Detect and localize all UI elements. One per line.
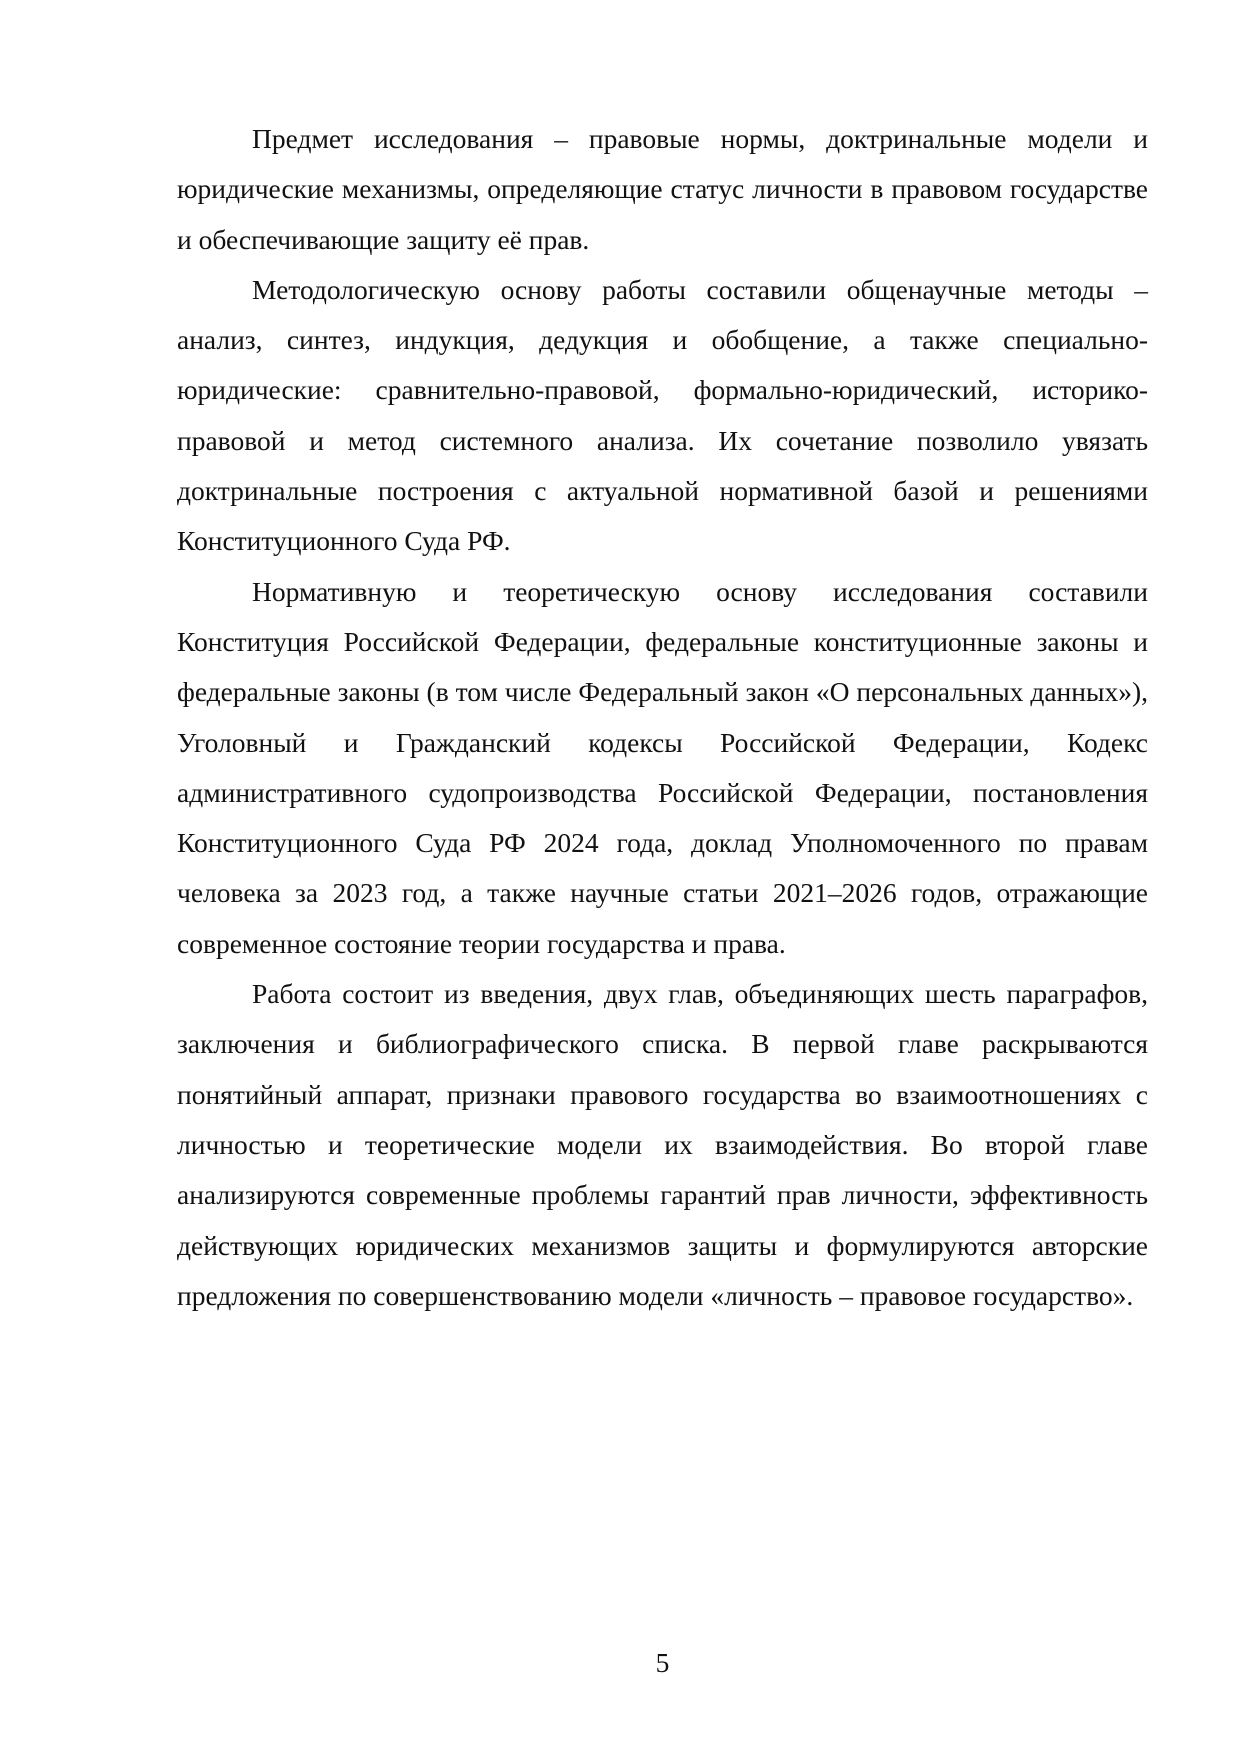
paragraph-subject: Предмет исследования – правовые нормы, доктринальные модели и юридические механизмы, определяющие статус личности в правовом государстве и обеспечивающие защиту её прав. xyxy=(177,123,1148,255)
paragraph-structure: Работа состоит из введения, двух глав, объединяющих шесть параграфов, заключения и библиографического списка. В первой главе раскрываются понятийный аппарат, признаки правового государства во взаимоотношениях с личностью и теоретические модели их взаимодействия. Во второй главе анализируются современные проблемы гарантий прав личности, эффективность действующих юридических механизмов защиты и формулируются авторские предложения по совершенствованию модели «личность – правовое государство». xyxy=(177,978,1148,1311)
paragraph-normative-basis: Нормативную и теоретическую основу исследования составили Конституция Российской Федерации, федеральные конституционные законы и федеральные законы (в том числе Федеральный закон «О персональных данных»), Уголовный и Гражданский кодексы Российской Федерации, Кодекс административного судопроизводства Российской Федерации, постановления Конституционного Суда РФ 2024 года, доклад Уполномоченного по правам человека за 2023 год, а также научные статьи 2021–2026 годов, отражающие современное состояние теории государства и права. xyxy=(177,575,1148,959)
paragraph-methodology: Методологическую основу работы составили общенаучные методы – анализ, синтез, индукция, дедукция и обобщение, а также специально-юридические: сравнительно-правовой, формально-юридический, историко-правовой и метод системного анализа. Их сочетание позволило увязать доктринальные построения с актуальной нормативной базой и решениями Конституционного Суда РФ. xyxy=(177,273,1148,557)
body-text xyxy=(177,114,1148,1321)
page-number: 5 xyxy=(655,1647,670,1678)
